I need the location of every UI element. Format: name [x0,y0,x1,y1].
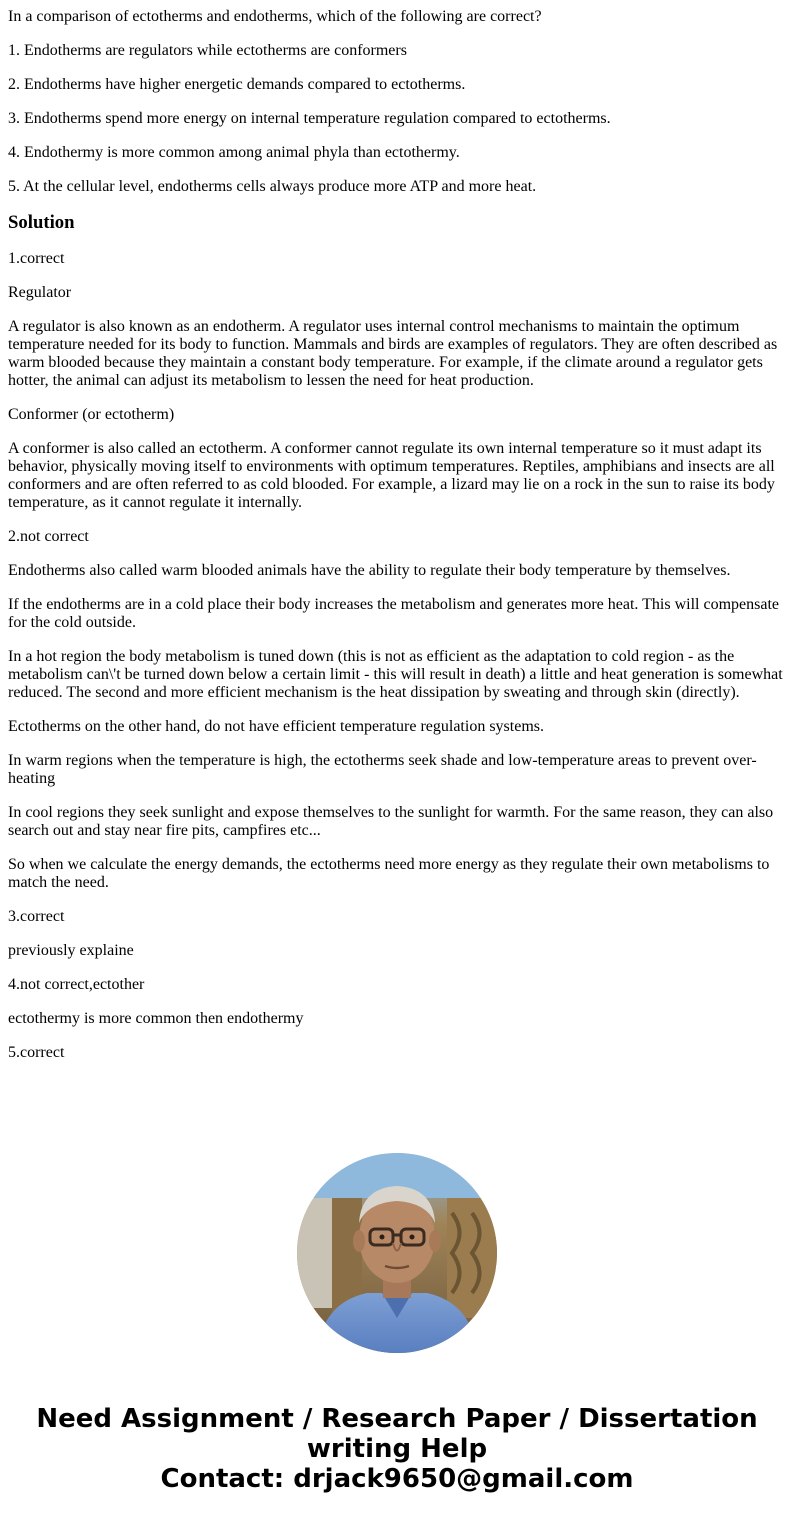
solution-paragraph: 1.correct [8,250,65,267]
contact-line: Contact: drjack9650@gmail.com [160,1464,634,1494]
question-prompt: In a comparison of ectotherms and endotherms, which of the following are correct? [8,8,542,25]
footer-line: Need Assignment / Research Paper / Dissertation [36,1404,758,1434]
solution-paragraph: If the endotherms are in a cold place their body increases the metabolism and generates more heat. This will compensate for the cold outside. [8,596,779,631]
solution-paragraph: A regulator is also known as an endotherm. A regulator uses internal control mechanisms to maintain the optimum temperature needed for its body to function. Mammals and birds are examples of regulators. They are often described as warm blooded because they maintain a constant body temperature. For example, if the climate around a regulator gets hotter, the animal can adjust its metabolism to lessen the need for heat production. [8,318,778,389]
solution-paragraph: Ectotherms on the other hand, do not have efficient temperature regulation systems. [8,718,544,735]
question-option: 1. Endotherms are regulators while ectotherms are conformers [8,42,407,59]
solution-paragraph: So when we calculate the energy demands, the ectotherms need more energy as they regulate their own metabolisms to match the need. [8,856,770,891]
question-option: 3. Endotherms spend more energy on internal temperature regulation compared to ectotherms. [8,110,611,127]
solution-paragraph: Regulator [8,284,72,301]
solution-paragraph: 5.correct [8,1044,65,1061]
solution-paragraph: ectothermy is more common then endothermy [8,1010,304,1027]
solution-paragraph: 3.correct [8,908,65,925]
question-option: 4. Endothermy is more common among animal phyla than ectothermy. [8,144,460,161]
content [8,8,786,1078]
author-avatar [297,1153,497,1353]
footer-line: writing Help [306,1434,488,1464]
solution-paragraph: In a hot region the body metabolism is tuned down (this is not as efficient as the adaptation to cold region - as the metabolism can\'t be turned down below a certain limit - this will result in death) a little and heat generation is somewhat reduced. The second and more efficient mechanism is the heat dissipation by sweating and through skin (directly). [8,648,783,701]
solution-paragraph: In cool regions they seek sunlight and expose themselves to the sunlight for warmth. For the same reason, they can also search out and stay near fire pits, campfires etc... [8,804,774,839]
solution-paragraph: 4.not correct,ectother [8,976,145,993]
solution-heading: Solution [8,212,75,233]
solution-paragraph: In warm regions when the temperature is high, the ectotherms seek shade and low-temperature areas to prevent over-heating [8,752,757,787]
solution-paragraph: Endotherms also called warm blooded animals have the ability to regulate their body temperature by themselves. [8,562,731,579]
question-option: 5. At the cellular level, endotherms cells always produce more ATP and more heat. [8,178,537,195]
solution-paragraph: previously explaine [8,942,134,959]
person-photo-icon [297,1153,497,1353]
solution-paragraph: Conformer (or ectotherm) [8,406,175,423]
footer-banner [0,1404,794,1494]
solution-paragraph: A conformer is also called an ectotherm. A conformer cannot regulate its own internal temperature so it must adapt its behavior, physically moving itself to environments with optimum temperatures. Reptiles, amphibians and insects are all conformers and are often referred to as cold blooded. For example, a lizard may lie on a rock in the sun to raise its body temperature, as it cannot regulate it internally. [8,440,775,511]
question-option: 2. Endotherms have higher energetic demands compared to ectotherms. [8,76,466,93]
solution-paragraph: 2.not correct [8,528,89,545]
